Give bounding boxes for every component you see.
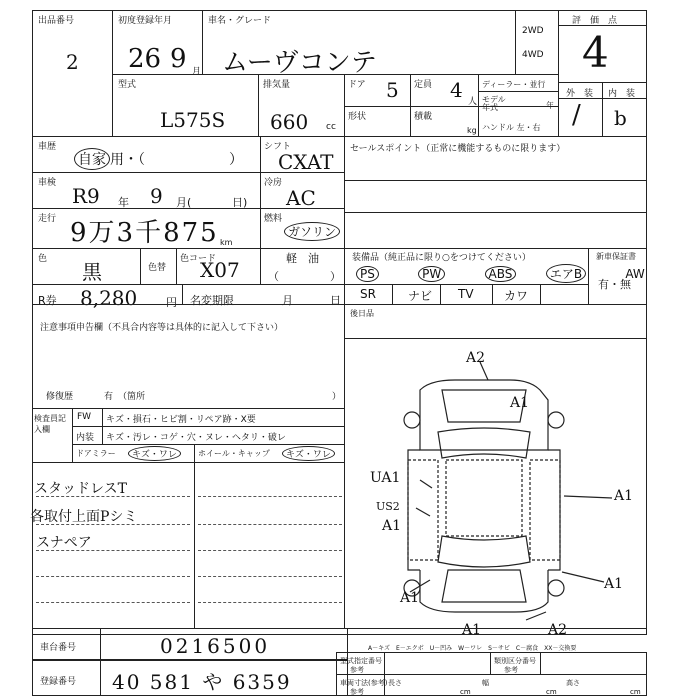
repair-close: ） — [332, 392, 342, 402]
cc-unit: cc — [326, 122, 336, 132]
fuel-label: 燃料 — [264, 214, 283, 224]
displacement: 660 — [270, 110, 309, 134]
wid-label: 幅 — [482, 679, 489, 687]
body-type-label: 形状 — [348, 112, 367, 122]
exterior-label: 外 装 — [566, 89, 594, 99]
month-unit: 月 — [192, 67, 202, 77]
inspector-label: 検査員記入欄 — [34, 414, 66, 434]
hei-label: 高さ — [566, 679, 580, 687]
use-rest: 用・（ ） — [110, 152, 243, 168]
grade: 4 — [582, 28, 609, 77]
name-change-day: 日 — [330, 294, 341, 307]
color: 黒 — [82, 260, 102, 284]
load-label: 積載 — [414, 112, 433, 122]
eq-pw: PW — [418, 266, 445, 282]
interior-label: 内 装 — [608, 89, 636, 99]
reg-no-label: 型式指定番号 — [340, 657, 382, 665]
sales-point-label: セールスポイント（正常に機能するものに限ります） — [350, 144, 566, 154]
wid-cm: cm — [546, 688, 557, 696]
model-label: 型式 — [118, 80, 137, 90]
capacity: 4 — [450, 78, 463, 102]
hei-cm: cm — [630, 688, 641, 696]
after-label: 後日品 — [350, 309, 374, 318]
handle-label: ハンドル 左・右 — [482, 123, 541, 132]
recycle-label: R券 — [38, 294, 57, 307]
chassis-label: 車台番号 — [40, 643, 77, 653]
hand-note-2: 各取付上面Pシミ — [30, 509, 138, 525]
grade-label: 評 価 点 — [572, 16, 618, 26]
first-reg-year: 26 — [128, 44, 162, 74]
km-unit: km — [220, 238, 233, 247]
car-rear — [442, 570, 526, 602]
fuel-econ-label: 軽 油 — [286, 252, 319, 265]
wheel-rr — [548, 580, 564, 596]
name-change-label: 名変期限 — [190, 294, 234, 307]
car-rear-window — [438, 536, 530, 567]
wheel-fl — [404, 412, 420, 428]
use-value — [74, 148, 243, 170]
hand-note-3: スナペア — [36, 535, 92, 551]
eq-ps: PS — [356, 266, 379, 282]
eq-abs: ABS — [485, 266, 517, 282]
eq-ab: エアB — [546, 264, 586, 283]
repair-location: （箇所 — [118, 392, 146, 402]
mark-a1-left: A1 — [382, 518, 402, 534]
mark-ua1: UA1 — [370, 470, 401, 486]
notes-title: 注意事項申告欄（不具合内容等は具体的に記入して下さい） — [40, 323, 284, 333]
recycle: 8,280 — [80, 286, 138, 310]
repair-label: 修復歴 — [46, 392, 74, 402]
capacity-unit: 人 — [468, 97, 478, 107]
reg-label: 登録番号 — [40, 677, 77, 687]
kg-unit: kg — [467, 126, 477, 135]
paren-close: ） — [330, 270, 341, 283]
yen-unit: 円 — [166, 296, 177, 309]
dims-ref: 参考 — [350, 688, 364, 696]
car-windshield — [438, 428, 530, 458]
first-reg-label: 初度登録年月 — [118, 16, 173, 26]
mark-a2-bottom: A2 — [548, 622, 568, 638]
eq-sr: SR — [360, 287, 376, 301]
shift: CXAT — [278, 150, 334, 174]
hand-note-1: スタッドレスT — [34, 481, 127, 497]
displacement-label: 排気量 — [263, 80, 291, 90]
dealer-label: ディーラー・並行 — [482, 80, 546, 89]
eq-navi: ナビ — [408, 289, 433, 303]
fw-text: キズ・損石・ヒビ割・リペア跡・X要 — [106, 415, 256, 425]
eq-tv: TV — [458, 287, 474, 301]
ac-label: 冷房 — [264, 178, 283, 188]
drive-2wd: 2WD — [522, 26, 544, 36]
wheel-label: ホイール・キャップ — [198, 449, 270, 458]
lot-no: 2 — [66, 50, 79, 74]
car-roof — [446, 460, 522, 536]
warranty-label: 新車保証書 — [596, 252, 636, 261]
chassis: 0216500 — [160, 634, 271, 658]
color-label: 色 — [38, 254, 48, 264]
capacity-label: 定員 — [414, 80, 433, 90]
mileage: 9万3千875 — [70, 218, 219, 248]
mileage-label: 走行 — [38, 214, 57, 224]
reg-ref: 参考 — [350, 666, 364, 674]
car-bottom — [420, 570, 548, 612]
first-reg-month: 9 — [170, 44, 187, 74]
fw-label: FW — [77, 412, 92, 422]
car-left-side — [408, 450, 420, 570]
mark-a1-right: A1 — [614, 488, 634, 504]
mark-a1-bottom: A1 — [462, 622, 482, 638]
inspection-month: 9 — [150, 184, 163, 208]
reg: 40 581 や 6359 — [112, 670, 292, 694]
mark-a1-rearleft: A1 — [400, 590, 420, 606]
fuel-value: ガソリン — [284, 222, 340, 241]
use-circled: 自家 — [74, 148, 110, 170]
mark-a2-top: A2 — [466, 350, 486, 366]
drive-4wd: 4WD — [522, 50, 544, 60]
interior-row-label: 内装 — [76, 433, 95, 443]
interior-grade: b — [614, 106, 627, 130]
eq-leather: カワ — [504, 289, 529, 303]
color-change-label: 色替 — [148, 263, 167, 273]
mark-a1-hood: A1 — [510, 395, 530, 411]
mirror-text: キズ・ワレ — [128, 446, 181, 461]
wheel-fr — [548, 412, 564, 428]
inspection-era: R9 — [72, 184, 100, 208]
mark-a1-rearright: A1 — [604, 576, 624, 592]
car-diagram — [350, 340, 646, 636]
doors: 5 — [386, 78, 399, 102]
equipment-row-1 — [356, 264, 645, 283]
len-cm: cm — [460, 688, 471, 696]
inspection-day-unit: 日) — [232, 196, 248, 209]
warranty-value: 有・無 — [598, 278, 631, 291]
damage-legend: A－キズ E－エクボ U－凹み W－ワレ S－サビ C－腐食 XX－交換要 — [368, 645, 577, 652]
len-label: 長さ — [388, 679, 402, 687]
inspection-year-unit: 年 — [118, 196, 129, 209]
wheel-text: キズ・ワレ — [282, 446, 335, 461]
mirror-label: ドアミラー — [76, 449, 116, 458]
mark-us2: US2 — [376, 500, 400, 513]
repair-yes: 有 — [104, 392, 114, 402]
cat-ref: 参考 — [504, 666, 518, 674]
car-right-side — [548, 450, 560, 570]
name-change-month: 月 — [282, 294, 293, 307]
car-name-label: 車名・グレード — [208, 16, 272, 26]
lot-no-label: 出品番号 — [38, 16, 75, 26]
car-left-doors — [408, 460, 438, 560]
equipment-label: 装備品（純正品に限り○をつけてください） — [352, 253, 531, 263]
ac: AC — [286, 186, 316, 210]
paren-open: （ — [268, 270, 279, 283]
car-right-doors — [530, 460, 560, 560]
inspection-label: 車検 — [38, 178, 57, 188]
inspection-month-unit: 月( — [176, 196, 192, 209]
use-label: 車歴 — [38, 142, 57, 152]
interior-row-text: キズ・汚レ・コゲ・穴・ヌレ・ヘタリ・破レ — [106, 433, 286, 443]
car-name: ムーヴコンテ — [222, 48, 377, 78]
doors-label: ドア — [348, 80, 366, 90]
eq-aw: AW — [625, 267, 645, 281]
color-code-label: 色コード — [180, 254, 217, 264]
dims-label: 車両寸法(参考) — [340, 679, 388, 687]
year-unit: 年 — [546, 101, 554, 110]
model: L575S — [160, 108, 226, 132]
exterior-grade: / — [572, 100, 581, 130]
model-year-label: モデル年式 — [482, 95, 506, 112]
color-code: X07 — [200, 258, 240, 282]
shift-label: シフト — [264, 142, 292, 152]
cat-label: 類別区分番号 — [494, 657, 536, 665]
